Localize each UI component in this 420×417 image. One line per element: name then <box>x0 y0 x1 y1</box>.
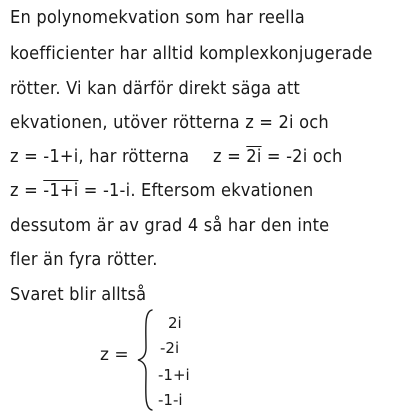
eq-conjugate-2-lhs: z = <box>10 181 38 201</box>
eq-conjugate-1-rhs: = -2i och <box>266 147 343 167</box>
eq-conjugate-2-rest: = -1-i. Eftersom ekvationen <box>83 181 314 201</box>
text-line-1: En polynomekvation som har reella <box>10 8 305 28</box>
answer-lhs: z = <box>100 345 129 365</box>
text-line-3: rötter. Vi kan därför direkt säga att <box>10 79 300 99</box>
text-line-2: koefficienter har alltid komplexkonjugerade <box>10 44 373 64</box>
text-line-5 <box>10 147 343 167</box>
text-line-5-start: z = -1+i, har rötterna <box>10 147 190 167</box>
text-line-8: fler än fyra rötter. <box>10 250 158 270</box>
case-root-3: -1+i <box>158 366 190 384</box>
text-line-4: ekvationen, utöver rötterna z = 2i och <box>10 113 329 133</box>
text-line-6 <box>10 181 313 201</box>
left-brace <box>136 308 156 412</box>
eq-conjugate-2-bar: -1+i <box>43 181 79 201</box>
case-root-4: -1-i <box>158 391 183 409</box>
text-line-7: dessutom är av grad 4 så har den inte <box>10 216 330 236</box>
answer-intro: Svaret blir alltså <box>10 285 147 305</box>
eq-conjugate-1-bar: 2i <box>246 147 262 167</box>
case-root-2: -2i <box>160 339 180 357</box>
case-root-1: 2i <box>168 314 182 332</box>
eq-conjugate-1-lhs: z = <box>213 147 241 167</box>
